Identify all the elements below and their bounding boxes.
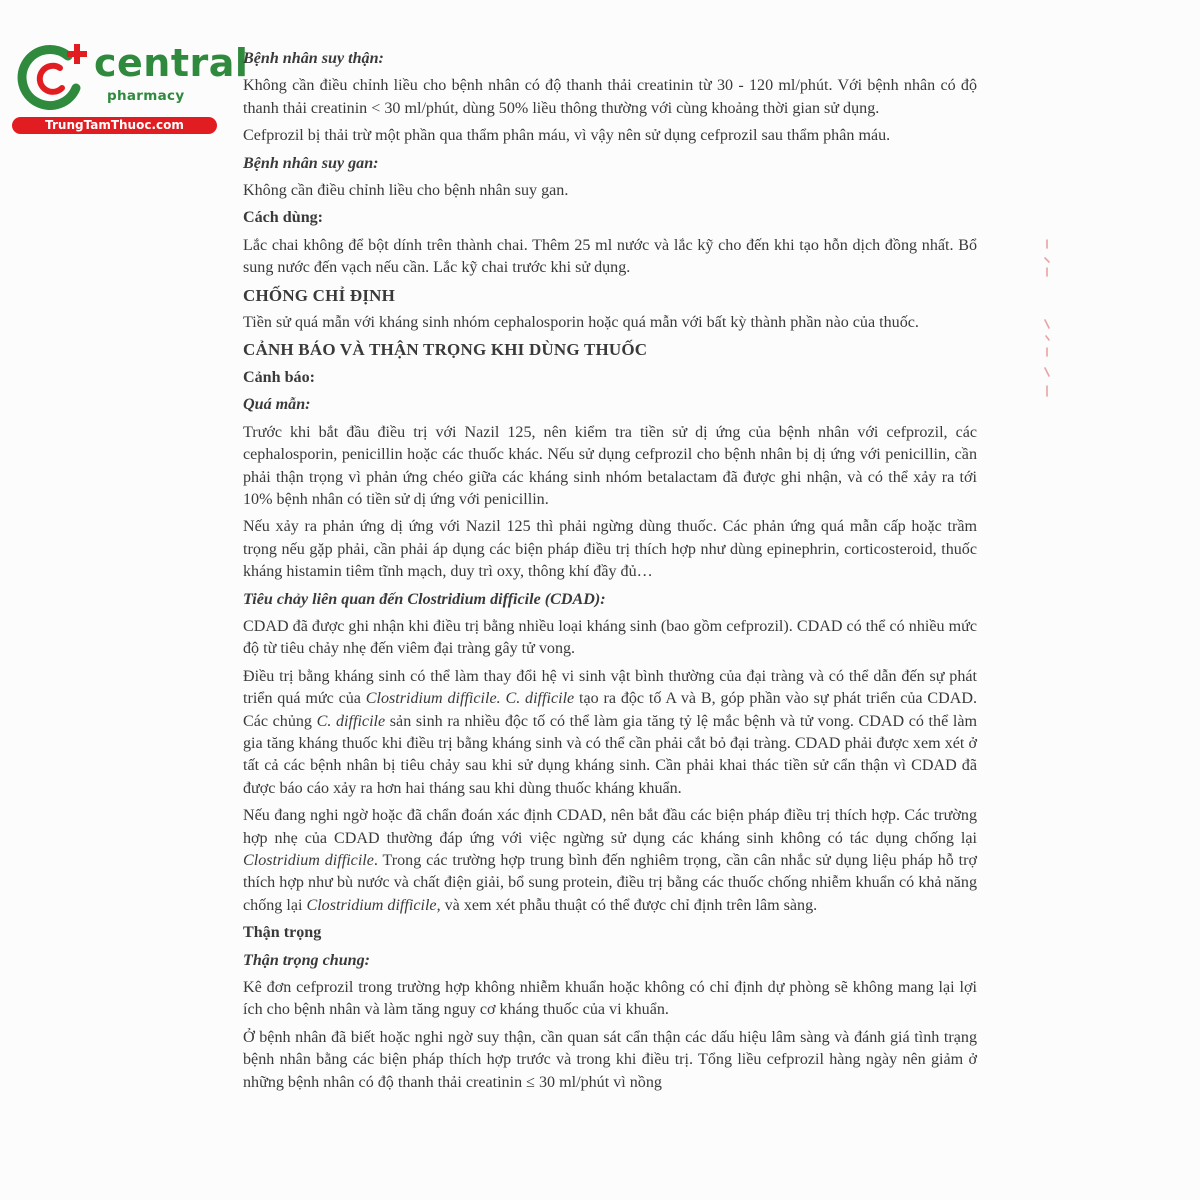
- brand-website: TrungTamThuoc.com: [12, 117, 217, 134]
- text-run: . Trong các trường hợp trung bình đến nghiêm trọng, cần cân nhắc sử dụng liệu pháp hỗ trợ thích hợp như bù nước và chất điện giải, bổ sung protein, điều trị bằng các thuốc chống nhiễm khuẩn có khả năng chống lại: [243, 852, 977, 914]
- paragraph-cdad-3: [243, 805, 977, 917]
- leaflet-text: [243, 48, 977, 1099]
- text-run: sản sinh ra nhiều độc tố có thể làm gia tăng tỷ lệ mắc bệnh và tử vong. CDAD có thể làm gia tăng kháng thuốc khi điều trị bằng kháng sinh và có thể cần phải cắt bỏ đại tràng. CDAD phải được xem xét ở tất cả các bệnh nhân bị tiêu chảy sau khi sử dụng kháng sinh. Cần phải khai thác tiền sử cẩn thận vì CDAD đã được báo cáo xảy ra hơn hai tháng sau khi dùng thuốc kháng khuẩn.: [243, 712, 977, 797]
- text-run: , và xem xét phẫu thuật có thể được chỉ định trên lâm sàng.: [436, 896, 818, 914]
- heading-hepatic: Bệnh nhân suy gan:: [243, 154, 379, 172]
- heading-caution-general: Thận trọng chung:: [243, 951, 371, 969]
- heading-hypersensitivity: Quá mẫn:: [243, 396, 311, 414]
- paragraph-contraindications: Tiền sử quá mẫn với kháng sinh nhóm cephalosporin hoặc quá mẫn với bất kỳ thành phần nào của thuốc.: [243, 314, 919, 332]
- heading-contraindications: CHỐNG CHỈ ĐỊNH: [243, 285, 396, 305]
- paragraph-renal-1: Không cần điều chỉnh liều cho bệnh nhân có độ thanh thải creatinin từ 30 - 120 ml/phút. Với bệnh nhân có độ thanh thải creatinin < 30 ml/phút, dùng 50% liều thông thường với cùng khoảng thời gian sử dụng.: [243, 77, 977, 117]
- paragraph-caution-1: Kê đơn cefprozil trong trường hợp không nhiễm khuẩn hoặc không có chỉ định dự phòng sẽ không mang lại lợi ích cho bệnh nhân và làm tăng nguy cơ kháng thuốc của vi khuẩn.: [243, 979, 977, 1019]
- paragraph-hepatic: Không cần điều chỉnh liều cho bệnh nhân suy gan.: [243, 182, 569, 200]
- paragraph-cdad-1: CDAD đã được ghi nhận khi điều trị bằng nhiều loại kháng sinh (bao gồm cefprozil). CDAD có thể có nhiều mức độ từ tiêu chảy nhẹ đến viêm đại tràng gây tử vong.: [243, 617, 977, 658]
- text-run: tạo ra độc tố A và B, góp phần vào sự phát triển của CDAD. Các chủng: [243, 690, 977, 730]
- brand-name: central: [94, 41, 249, 85]
- red-stamp-marks: [1041, 236, 1055, 406]
- paragraph-hypersensitivity-1: Trước khi bắt đầu điều trị với Nazil 125, nên kiểm tra tiền sử dị ứng của bệnh nhân với cefprozil, các cephalosporin, penicillin hoặc các thuốc khác. Nếu sử dụng cefprozil cho bệnh nhân bị dị ứng với penicillin, cần phải thận trọng vì phản ứng chéo giữa các kháng sinh nhóm betalactam đã được ghi nhận, và có thể xảy ra tới 10% bệnh nhân có tiền sử dị ứng với penicillin.: [243, 423, 977, 508]
- pharmacy-cross-icon: [12, 38, 92, 118]
- paragraph-caution-2: Ở bệnh nhân đã biết hoặc nghi ngờ suy thận, cần quan sát cẩn thận các dấu hiệu lâm sàng và đánh giá tình trạng bệnh nhân bằng các biện pháp thích hợp trước và trong khi điều trị. Tổng liều cefprozil hàng ngày nên giảm ở những bệnh nhân có độ thanh thải creatinin ≤ 30 ml/phút vì nồng: [243, 1028, 977, 1091]
- italic-run: Clostridium difficile: [243, 852, 374, 869]
- text-run: Nếu đang nghi ngờ hoặc đã chẩn đoán xác định CDAD, nên bắt đầu các biện pháp điều trị thích hợp. Các trường hợp nhẹ của CDAD thường đáp ứng với việc ngừng sử dụng các kháng sinh không có tác dụng chống lại: [243, 807, 977, 847]
- text-run: Điều trị bằng kháng sinh có thể làm thay đổi hệ vi sinh vật bình thường của đại tràng và có thể dẫn đến sự phát triển quá mức của: [243, 667, 977, 708]
- italic-run: C. difficile: [316, 712, 386, 730]
- heading-usage: Cách dùng:: [243, 209, 324, 227]
- heading-renal: Bệnh nhân suy thận:: [243, 50, 384, 67]
- heading-caution: Thận trọng: [243, 924, 322, 942]
- brand-logo: [8, 34, 249, 139]
- heading-cdad: Tiêu chảy liên quan đến Clostridium difficile (CDAD):: [243, 590, 606, 608]
- paragraph-cdad-2: [243, 666, 977, 800]
- paragraph-hypersensitivity-2: Nếu xảy ra phản ứng dị ứng với Nazil 125 thì phải ngừng dùng thuốc. Các phản ứng quá mẫn cấp hoặc trầm trọng nếu gặp phải, cần phải áp dụng các biện pháp điều trị thích hợp như dùng epinephrin, corticosteroid, thuốc kháng histamin tiêm tĩnh mạch, duy trì oxy, thông khí đầy đủ…: [243, 518, 977, 581]
- heading-warning: Cảnh báo:: [243, 368, 315, 386]
- paragraph-usage: Lắc chai không để bột dính trên thành chai. Thêm 25 ml nước và lắc kỹ cho đến khi tạo hỗn dịch đồng nhất. Bổ sung nước đến vạch nếu cần. Lắc kỹ chai trước khi sử dụng.: [243, 236, 977, 277]
- italic-run: Clostridium difficile. C. difficile: [365, 690, 575, 708]
- brand-subtitle: pharmacy: [107, 88, 185, 104]
- paragraph-renal-2: Cefprozil bị thải trừ một phần qua thẩm phân máu, vì vậy nên sử dụng cefprozil sau thẩm phân máu.: [243, 127, 891, 145]
- heading-warnings-precautions: CẢNH BÁO VÀ THẬN TRỌNG KHI DÙNG THUỐC: [243, 340, 648, 360]
- italic-run: Clostridium difficile: [306, 896, 437, 914]
